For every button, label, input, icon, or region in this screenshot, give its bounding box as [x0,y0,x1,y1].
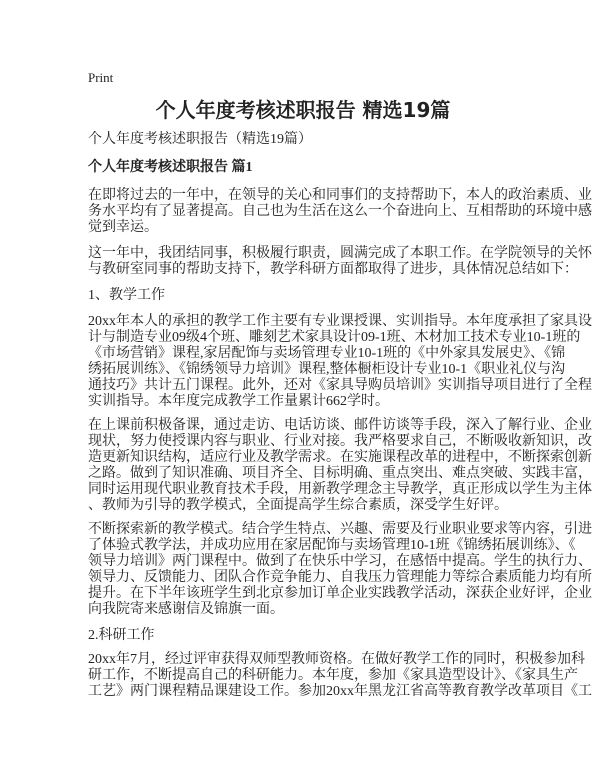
text-line: 实训指导。本年度完成教学工作量累计662学时。 [88,394,389,409]
teaching-mode-paragraph [88,522,592,618]
text-line: 领导力、反馈能力、团队合作竞争能力、自我压力管理能力等综合素质能力均有所 [88,570,592,585]
research-paragraph [88,652,592,700]
text-line: 造更新知识结构，适应行业及教学需求。在实施课程改革的进程中，不断探索创新 [88,450,592,465]
text-line: 了体验式教学法，并成功应用在家居配饰与卖场管理10-1班《锦绣拓展训练》、《 [88,538,576,553]
text-line: 20xx年7月，经过评审获得双师型教师资格。在做好教学工作的同时，积极参加科 [88,652,585,667]
text-line: 、教师为引导的教学模式，全面提高学生综合素质，深受学生好评。 [88,498,508,513]
text-line: 工艺》两门课程精品课建设工作。参加20xx年黑龙江省高等教育教学改革项目《工 [88,684,592,699]
summary-paragraph [88,246,592,278]
text-line: 与教研室同事的帮助支持下，教学科研方面都取得了进步，具体情况总结如下： [88,262,578,277]
text-line: 向我院寄来感谢信及锦旗一面。 [88,602,284,617]
text-line: 领导力培训》两门课程中。做到了在快乐中学习，在感悟中提高。学生的执行力、 [88,554,592,569]
document-subtitle: 个人年度考核述职报告（精选19篇） [88,132,312,147]
print-label[interactable]: Print [88,70,114,85]
text-line: 计与制造专业09级4个班、雕刻艺术家具设计09-1班、木材加工技术专业10-1班的 [88,330,581,345]
text-line: 通技巧》共计五门课程。此外，还对《家具导购员培训》实训指导项目进行了全程 [88,378,592,393]
text-line: 在即将过去的一年中，在领导的关心和同事们的支持帮助下，本人的政治素质、业 [88,188,592,203]
intro-paragraph [88,188,592,236]
text-line: 2.科研工作 [88,628,155,643]
text-line: 务水平均有了显著提高。自己也为生活在这么一个奋进向上、互相帮助的环境中感 [88,204,592,219]
text-line: 现状，努力使授课内容与职业、行业对接。我严格要求自己，不断吸收新知识，改 [88,434,592,449]
text-line: 《市场营销》课程,家居配饰与卖场管理专业10-1班的《中外家具发展史》、《锦 [88,346,566,361]
section-research-heading [88,628,155,644]
section-heading: 个人年度考核述职报告 篇1 [88,160,253,175]
text-line: 研工作，不断提高自己的科研能力。本年度，参加《家具造型设计》、《家具生产 [88,668,578,683]
text-line: 1、教学工作 [88,288,165,303]
text-line: 不断探索新的教学模式。结合学生特点、兴趣、需要及行业职业要求等内容，引进 [88,522,592,537]
text-line: 在上课前积极备课，通过走访、电话访谈、邮件访谈等手段，深入了解行业、企业 [88,418,592,433]
text-line: 绣拓展训练》、《锦绣领导力培训》课程,整体橱柜设计专业10-1《职业礼仪与沟 [88,362,566,377]
teaching-method-paragraph [88,418,592,514]
text-line: 20xx年本人的承担的教学工作主要有专业课授课、实训指导。本年度承担了家具设 [88,314,592,329]
section-teaching-heading [88,288,165,304]
text-line: 提升。在下半年该班学生到北京参加订单企业实践教学活动，深获企业好评，企业 [88,586,592,601]
text-line: 同时运用现代职业教育技术手段，用新教学理念主导教学，真正形成以学生为主体 [88,482,592,497]
text-line: 这一年中，我团结同事，积极履行职责，圆满完成了本职工作。在学院领导的关怀 [88,246,592,261]
teaching-paragraph [88,314,592,410]
text-line: 之路。做到了知识准确、项目齐全、目标明确、重点突出、难点突破、实践丰富， [88,466,592,481]
text-line: 觉到幸运。 [88,220,158,235]
document-title: 个人年度考核述职报告 精选19篇 [155,98,451,122]
